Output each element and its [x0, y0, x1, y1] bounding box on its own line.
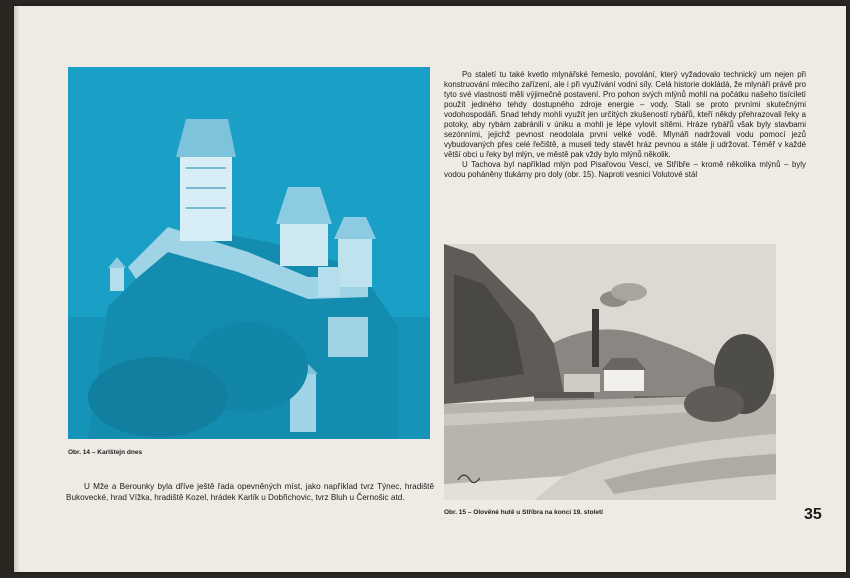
lead-smelter-illustration — [444, 244, 776, 500]
book-page — [14, 6, 846, 572]
figure-14-caption: Obr. 14 – Karlštejn dnes — [68, 449, 143, 456]
figure-15-caption: Obr. 15 – Olověné hutě u Stříbra na konci 19. století — [444, 509, 603, 516]
right-body-text — [444, 70, 806, 179]
right-body-paragraph-1: Po staletí tu také kvetlo mlynářské řemeslo, povolání, který vyžadovalo technický um nejen při konstruování mlecího zařízení, ale i při využívání vodní síly. Celá historie dokládá, že mlynáři právě pro tyto své vlastnosti měli výjimečné postavení. Pro pohon svých mlýnů mohli na počátku našeho tisíciletí použít jediného tehdy dostupného zdroje energie – vody. Stali se proto prvními skutečnými vodohospodáři. Snad tehdy mohli využít jen určitých zkušeností rybářů, kteří někdy přehrazovali řeky a potoky, aby rybám zabránili v úniku a mohli je lépe vylovit sítěmi. Hráze rybářů však byly stavbami sezónními, jejichž pevnost neodolala první velké vodě. Mlynáři nadržovali vodu pomocí jezů vybudovaných přes celé řečiště, a museli tedy stavět hráz pevnou a stále ji udržovat. Téměř v každé větší obci u řeky byl mlýn, ve městě pak vždy bylo mlýnů několik. — [444, 70, 806, 159]
right-body-paragraph-2: U Tachova byl například mlýn pod Pisařovou Vescí, ve Stříbře – kromě několika mlýnů – byly vodou poháněny tlukárny pro doly (obr. 15). Naproti vesnici Volutové stál — [444, 159, 806, 179]
karlstejn-photo — [68, 67, 430, 439]
left-body-paragraph: U Mže a Berounky byla dříve ještě řada opevněných míst, jako například tvrz Týnec, hradiště Bukovecké, hrad Vížka, hradiště Kozel, hrádek Karlík u Dobřichovic, tvrz Bluh u Černošic atd. — [66, 482, 434, 502]
page-binding-edge — [14, 6, 20, 572]
page-number: 35 — [804, 506, 822, 523]
